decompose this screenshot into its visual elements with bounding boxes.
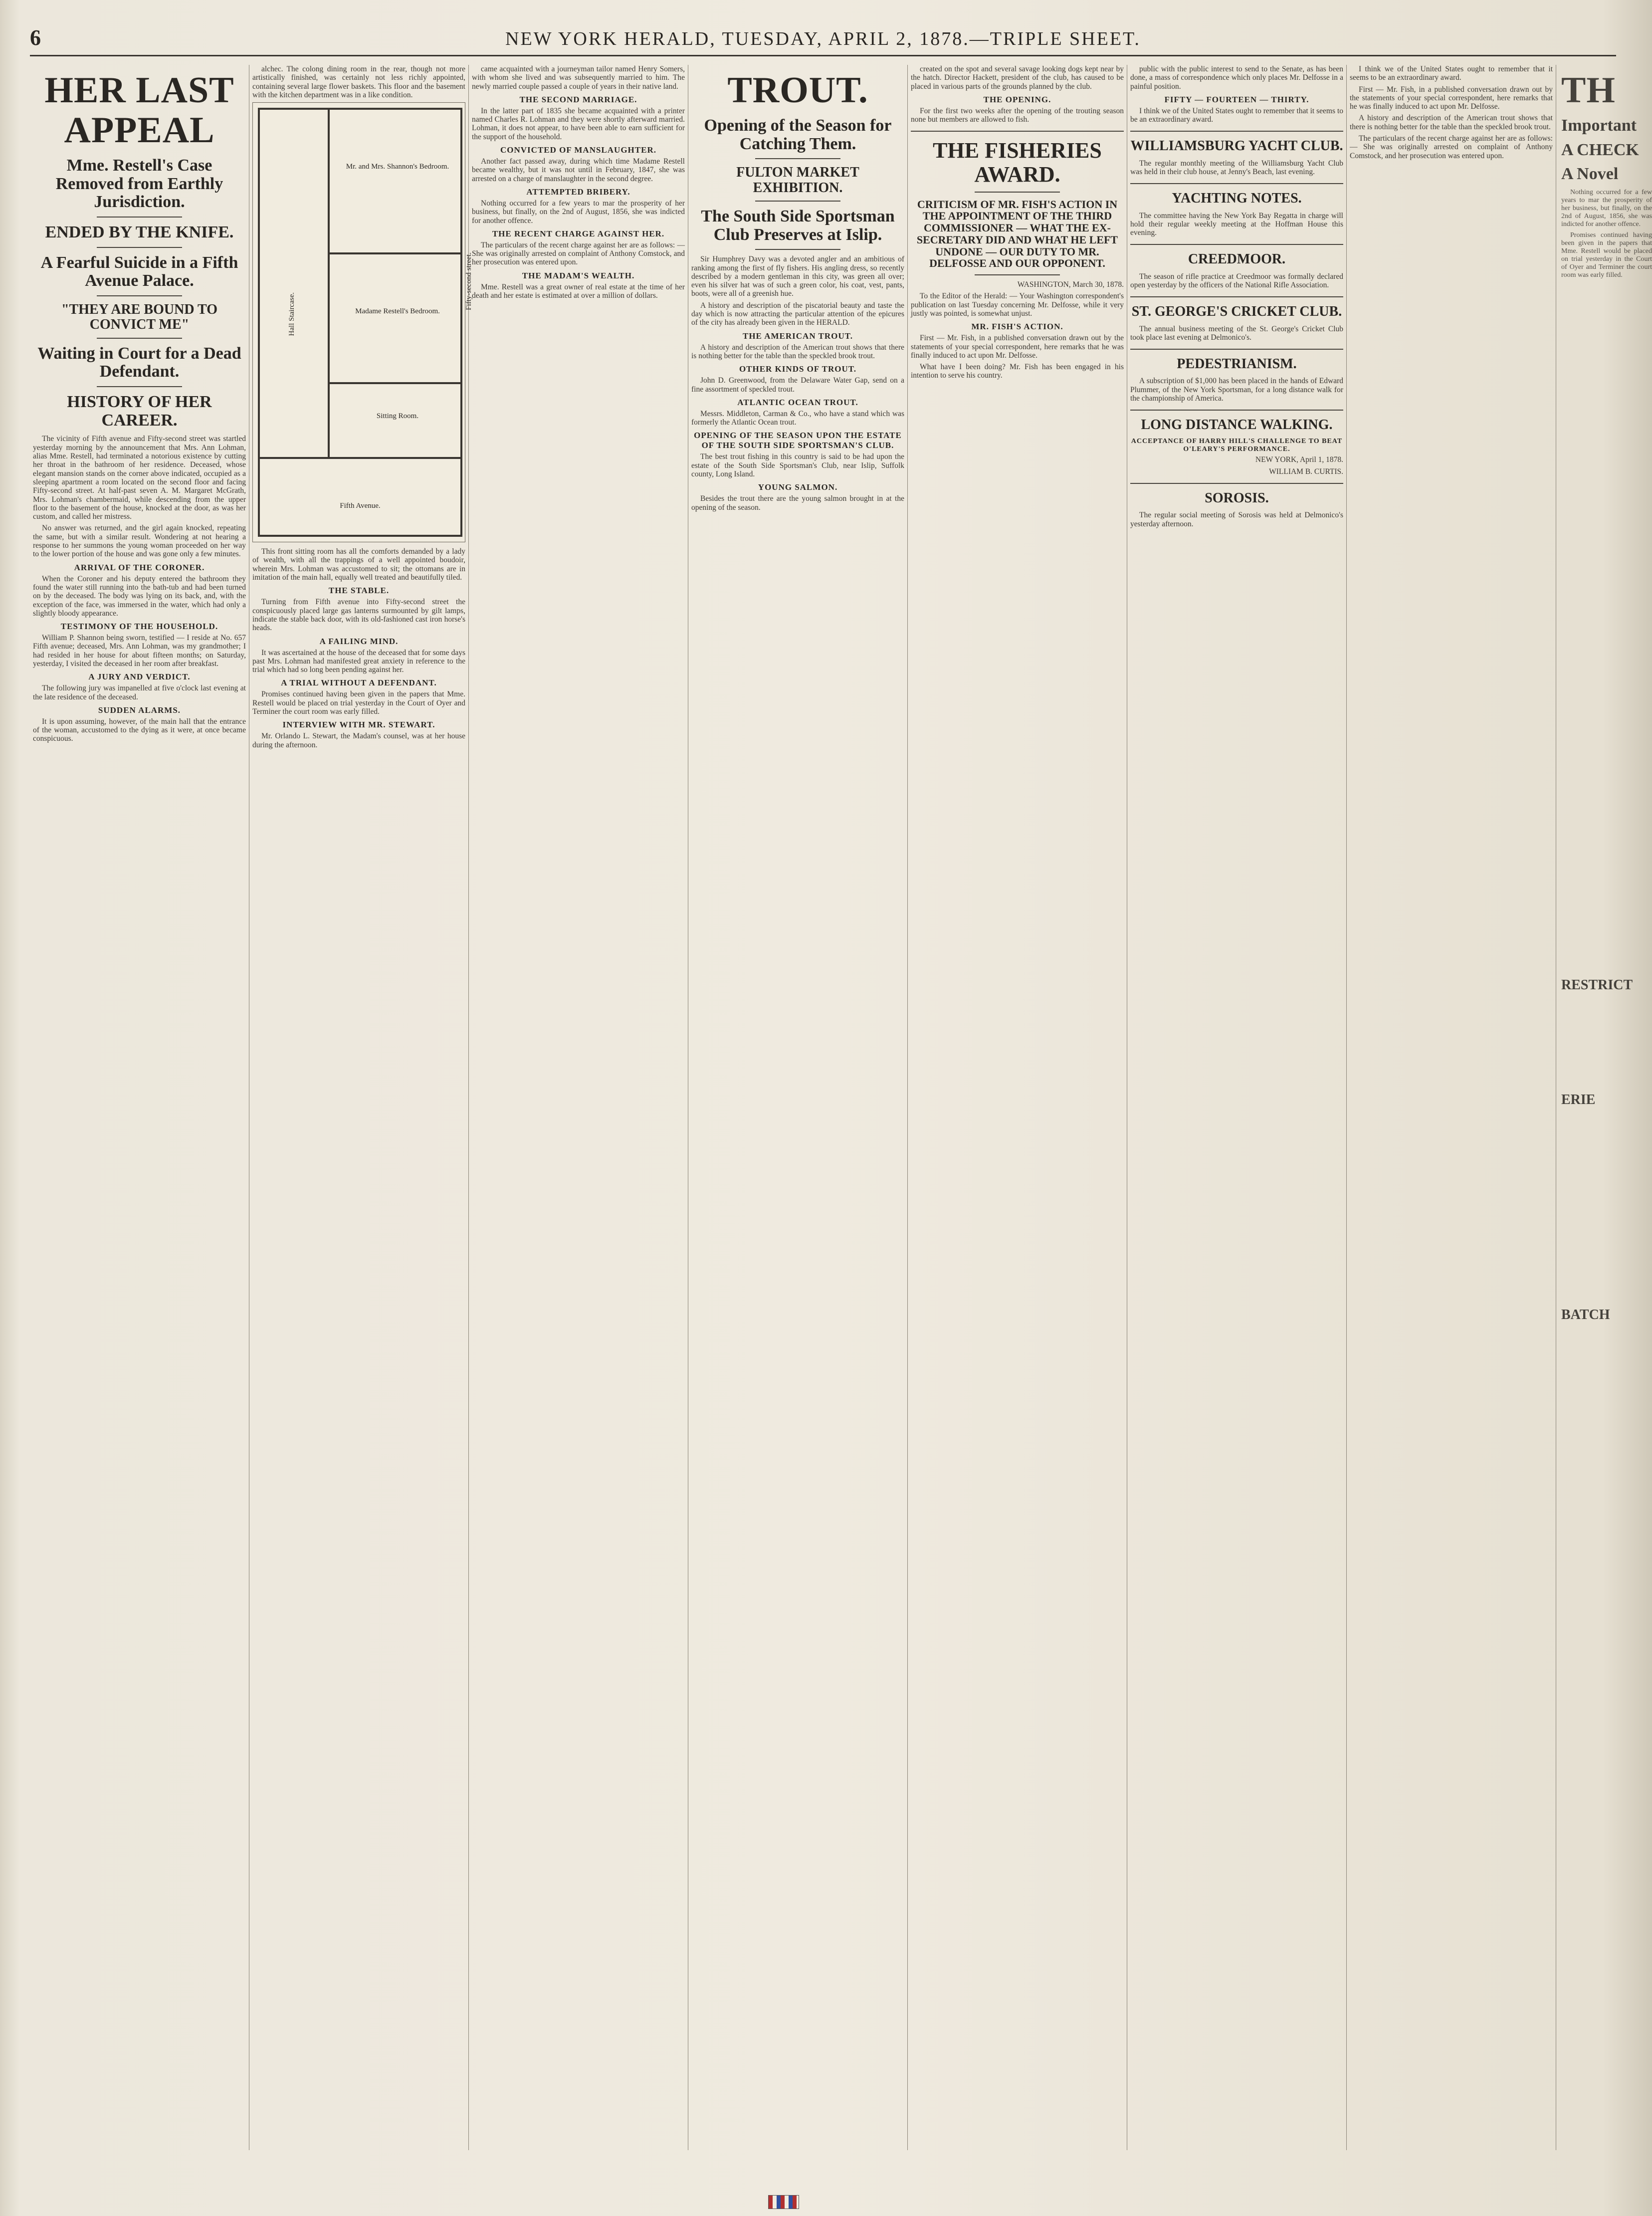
article-paragraph: It is upon assuming, however, of the main hall that the entrance of the woman, accustomed to the dying as it were, at once became conspicuous. bbox=[33, 717, 246, 743]
headline-long-distance-walking: LONG DISTANCE WALKING. bbox=[1141, 417, 1333, 433]
subhead: A FAILING MIND. bbox=[319, 636, 399, 646]
headline-pedestrianism: PEDESTRIANISM. bbox=[1177, 356, 1297, 372]
article-paragraph: John D. Greenwood, from the Delaware Water Gap, send on a fine assortment of speckled trout. bbox=[691, 376, 904, 394]
plan-label-52nd-street: Fifty-second street. bbox=[465, 252, 473, 310]
article-paragraph: The regular monthly meeting of the Williamsburg Yacht Club was held in their club house, at Jenny's Beach, last evening. bbox=[1130, 159, 1343, 177]
article-paragraph: To the Editor of the Herald: — Your Washington correspondent's publication on last Tuesday concerning Mr. Delfosse, while it very justly was pointed, is somewhat unjust. bbox=[911, 292, 1124, 318]
subhead: THE RECENT CHARGE AGAINST HER. bbox=[492, 228, 665, 238]
article-paragraph: came acquainted with a journeyman tailor named Henry Somers, with whom she lived and was subsequently married to him. The newly married couple passed a couple of years in their native land. bbox=[472, 65, 685, 91]
dateline: NEW YORK, April 1, 1878. bbox=[1255, 455, 1343, 464]
subhead: MR. FISH'S ACTION. bbox=[971, 322, 1063, 332]
subhead: SUDDEN ALARMS. bbox=[98, 705, 181, 715]
article-paragraph: A history and description of the piscatorial beauty and taste the day which is now attracting the particular attention of the epicures of the city has already been given in the HERALD. bbox=[691, 301, 904, 327]
article-paragraph: Promises continued having been given in the papers that Mme. Restell would be placed on trial yesterday in the Court of Oyer and Terminer the court room was early filled. bbox=[1561, 231, 1652, 279]
plan-label-shannon-bedroom: Mr. and Mrs. Shannon's Bedroom. bbox=[346, 163, 449, 171]
plan-label-fifth-avenue: Fifth Avenue. bbox=[340, 502, 381, 510]
article-paragraph: Besides the trout there are the young salmon brought in at the opening of the season. bbox=[691, 494, 904, 512]
subhead: A JURY AND VERDICT. bbox=[88, 672, 191, 682]
column-6 bbox=[1127, 65, 1347, 2150]
article-paragraph: The season of rifle practice at Creedmoor was formally declared open yesterday by the officers of the National Rifle Association. bbox=[1130, 272, 1343, 289]
article-paragraph: Messrs. Middleton, Carman & Co., who have a stand which was formerly the Atlantic Ocean trout. bbox=[691, 409, 904, 427]
cutoff-headline-batch: BATCH bbox=[1561, 1307, 1610, 1323]
subhead: THE SECOND MARRIAGE. bbox=[519, 94, 637, 104]
article-paragraph: alchec. The colong dining room in the rear, though not more artistically finished, was certainly not less richly appointed, containing several large flower baskets. This floor and the basement with the kitchen department was in a like condition. bbox=[252, 65, 465, 99]
article-paragraph: When the Coroner and his deputy entered the bathroom they found the water still running into the bath-tub and had been turned on by the deceased. The body was lying on its back, and, with the exception of the face, was immersed in the water, which had only a slightly bloody appearance. bbox=[33, 574, 246, 618]
subhead: INTERVIEW WITH MR. STEWART. bbox=[282, 720, 435, 730]
deck-criticism-mr-fish: CRITICISM OF MR. FISH'S ACTION IN THE APPOINTMENT OF THE THIRD COMMISSIONER — WHAT THE EX-SECRETARY DID AND WHAT HE LEFT UNDONE — OUR DUTY TO MR. DELFOSSE AND OUR OPPONENT. bbox=[916, 198, 1118, 270]
masthead bbox=[30, 25, 1616, 56]
deck-waiting-in-court: Waiting in Court for a Dead Defendant. bbox=[37, 344, 241, 381]
column-7 bbox=[1347, 65, 1556, 2150]
page-number: 6 bbox=[30, 25, 41, 50]
column-1 bbox=[30, 65, 249, 2150]
column-4 bbox=[688, 65, 908, 2150]
article-paragraph: The committee having the New York Bay Regatta in charge will hold their regular weekly meeting at the Hoffman House this evening. bbox=[1130, 211, 1343, 237]
article-paragraph: The particulars of the recent charge against her are as follows: — She was originally arrested on complaint of Anthony Comstock, and her prosecution was entered upon. bbox=[472, 240, 685, 267]
subhead: THE AMERICAN TROUT. bbox=[743, 331, 853, 341]
article-paragraph: No answer was returned, and the girl again knocked, repeating the same, but with a similar result. Wondering at not hearing a response to her summons the young woman proceeded on her way to the lower portion of the house and was gone only a few minutes. bbox=[33, 524, 246, 559]
newspaper-title-line: NEW YORK HERALD, TUESDAY, APRIL 2, 1878.—TRIPLE SHEET. bbox=[505, 28, 1141, 49]
article-paragraph: For the first two weeks after the opening of the trouting season none but members are allowed to fish. bbox=[911, 106, 1124, 124]
deck-south-side-club: The South Side Sportsman Club Preserves at Islip. bbox=[701, 207, 895, 244]
cutoff-deck-novel: A Novel bbox=[1561, 165, 1619, 184]
subhead: ATLANTIC OCEAN TROUT. bbox=[737, 397, 858, 407]
headline-sorosis: SOROSIS. bbox=[1205, 490, 1269, 506]
article-paragraph: A history and description of the American trout shows that there is nothing better for the table than the speckled brook trout. bbox=[691, 343, 904, 360]
article-paragraph: What have I been doing? Mr. Fish has been engaged in his intention to serve his country. bbox=[911, 363, 1124, 380]
article-paragraph: Promises continued having been given in the papers that Mme. Restell would be placed on trial yesterday in the Court of Oyer and Terminer the court room was early filled. bbox=[252, 690, 465, 716]
headline-creedmoor: CREEDMOOR. bbox=[1188, 251, 1286, 267]
column-5 bbox=[908, 65, 1127, 2150]
dateline: WASHINGTON, March 30, 1878. bbox=[1017, 280, 1124, 289]
subhead: THE STABLE. bbox=[328, 586, 390, 596]
headline-yachting-notes: YACHTING NOTES. bbox=[1172, 191, 1302, 207]
cutoff-deck-check: A CHECK bbox=[1561, 140, 1639, 159]
column-2 bbox=[249, 65, 473, 2150]
subhead: ATTEMPTED BRIBERY. bbox=[526, 187, 630, 197]
article-paragraph: Mme. Restell was a great owner of real estate at the time of her death and her estate is estimated at over a million of dollars. bbox=[472, 282, 685, 300]
article-paragraph: In the latter part of 1835 she became acquainted with a printer named Charles R. Lohman and they were shortly afterward married. Lohman, it does not appear, to have been able to earn sufficient for the support of the household. bbox=[472, 106, 685, 141]
subhead: FIFTY — FOURTEEN — THIRTY. bbox=[1164, 94, 1309, 104]
subhead: CONVICTED OF MANSLAUGHTER. bbox=[500, 145, 656, 155]
article-paragraph: William P. Shannon being sworn, testified — I reside at No. 657 Fifth avenue; deceased, Mrs. Ann Lohman, was my grandmother; I had resided in her house for about fifteen months; on Saturday, yesterday, I visited the deceased in her room after breakfast. bbox=[33, 634, 246, 668]
article-paragraph: It was ascertained at the house of the deceased that for some days past Mrs. Lohman had manifested great anxiety in reference to the trial which had so long been pending against her. bbox=[252, 648, 465, 674]
subhead: THE OPENING. bbox=[983, 94, 1051, 104]
cutoff-headline-erie: ERIE bbox=[1561, 1092, 1596, 1108]
deck-bound-to-convict: "THEY ARE BOUND TO CONVICT ME" bbox=[61, 302, 217, 333]
article-paragraph: The annual business meeting of the St. George's Cricket Club took place last evening at Delmonico's. bbox=[1130, 324, 1343, 342]
subhead: ARRIVAL OF THE CORONER. bbox=[74, 562, 205, 572]
article-paragraph: Nothing occurred for a few years to mar the prosperity of her business, but finally, on the 2nd of August, 1856, she was indicted for another offence. bbox=[1561, 189, 1652, 228]
deck-history-career: HISTORY OF HER CAREER. bbox=[67, 393, 212, 430]
headline-her-last-appeal: HER LAST APPEAL bbox=[44, 70, 234, 151]
headline-trout: TROUT. bbox=[727, 70, 868, 111]
article-paragraph: created on the spot and several savage looking dogs kept near by the hatch. Director Hackett, president of the club, has caused to be placed in various parts of the grounds planned by the club. bbox=[911, 65, 1124, 91]
adjacent-page-edge bbox=[1561, 65, 1652, 2150]
deck-fearful-suicide: A Fearful Suicide in a Fifth Avenue Palace. bbox=[40, 253, 238, 290]
article-paragraph: The particulars of the recent charge against her are as follows: — She was originally arrested on complaint of Anthony Comstock, and her prosecution was entered upon. bbox=[1350, 134, 1553, 160]
article-paragraph: Another fact passed away, during which time Madame Restell became wealthy, but it was not until in February, 1847, she was arrested on a charge of manslaughter in the second degree. bbox=[472, 157, 685, 183]
headline-williamsburg-yacht: WILLIAMSBURG YACHT CLUB. bbox=[1130, 138, 1343, 154]
article-paragraph: The best trout fishing in this country is said to be had upon the estate of the South Side Sportsman's Club, near Islip, Suffolk county, Long Island. bbox=[691, 452, 904, 478]
subhead: THE MADAM'S WEALTH. bbox=[522, 270, 635, 280]
column-3 bbox=[469, 65, 688, 2150]
subhead: TESTIMONY OF THE HOUSEHOLD. bbox=[60, 622, 218, 632]
deck-fulton-market: FULTON MARKET EXHIBITION. bbox=[736, 165, 859, 196]
article-paragraph: The regular social meeting of Sorosis was held at Delmonico's yesterday afternoon. bbox=[1130, 511, 1343, 528]
article-paragraph: First — Mr. Fish, in a published conversation drawn out by the statements of your special correspondent, here remarks that he was finally induced to act upon Mr. Delfosse. bbox=[911, 334, 1124, 360]
subhead: OPENING OF THE SEASON UPON THE ESTATE OF THE SOUTH SIDE SPORTSMAN'S CLUB. bbox=[694, 431, 902, 450]
deck-harry-hill-challenge: ACCEPTANCE OF HARRY HILL'S CHALLENGE TO BEAT O'LEARY'S PERFORMANCE. bbox=[1131, 438, 1343, 453]
deck-opening-season: Opening of the Season for Catching Them. bbox=[704, 116, 892, 153]
signature: WILLIAM B. CURTIS. bbox=[1269, 467, 1343, 476]
color-calibration-strip bbox=[768, 2195, 799, 2209]
article-paragraph: A subscription of $1,000 has been placed in the hands of Edward Plummer, of the New York Sportsman, for a long distance walk for the championship of America. bbox=[1130, 377, 1343, 403]
deck-ended-by-knife: ENDED BY THE KNIFE. bbox=[45, 222, 234, 241]
deck-case-removed: Mme. Restell's Case Removed from Earthly Jurisdiction. bbox=[55, 156, 223, 212]
plan-label-sitting-room: Sitting Room. bbox=[376, 412, 419, 421]
subhead: A TRIAL WITHOUT A DEFENDANT. bbox=[281, 678, 437, 688]
article-paragraph: Mr. Orlando L. Stewart, the Madam's counsel, was at her house during the afternoon. bbox=[252, 732, 465, 749]
article-paragraph: A history and description of the American trout shows that there is nothing better for the table than the speckled brook trout. bbox=[1350, 114, 1553, 131]
cutoff-deck-important: Important bbox=[1561, 116, 1637, 135]
headline-st-georges-cricket: ST. GEORGE'S CRICKET CLUB. bbox=[1131, 304, 1342, 320]
cutoff-headline-th: TH bbox=[1561, 70, 1616, 111]
article-paragraph: public with the public interest to send to the Senate, as has been done, a mass of correspondence which only places Mr. Delfosse in a painful position. bbox=[1130, 65, 1343, 91]
article-paragraph: Sir Humphrey Davy was a devoted angler and an ambitious of ranking among the first of fly fishers. His angling dress, so recently described by a modern gentleman in this city, was green all over; even his silver hat was of such a green color, his coat, vest, pants, boots, were all of a greenish hue. bbox=[691, 255, 904, 298]
subhead: OTHER KINDS OF TROUT. bbox=[739, 364, 857, 374]
cutoff-headline-restrict: RESTRICT bbox=[1561, 977, 1633, 993]
plan-label-hall-staircase: Hall Staircase. bbox=[288, 292, 296, 336]
floor-plan-diagram bbox=[252, 102, 473, 542]
article-paragraph: The following jury was impanelled at five o'clock last evening at the late residence of the deceased. bbox=[33, 684, 246, 701]
headline-fisheries-award: THE FISHERIES AWARD. bbox=[933, 138, 1102, 187]
plan-label-restell-bedroom: Madame Restell's Bedroom. bbox=[355, 307, 440, 316]
article-paragraph: This front sitting room has all the comforts demanded by a lady of wealth, with all the trappings of a well appointed boudoir, wherein Mrs. Lohman was accustomed to sit; the ottomans are in imitation of the main hall, equally well treated and beautifully tiled. bbox=[252, 547, 465, 582]
article-paragraph: Nothing occurred for a few years to mar the prosperity of her business, but finally, on the 2nd of August, 1856, she was indicted for another offence. bbox=[472, 199, 685, 225]
subhead: YOUNG SALMON. bbox=[758, 482, 838, 492]
article-paragraph: Turning from Fifth avenue into Fifty-second street the conspicuously placed large gas lanterns surmounted by gilt lamps, indicate the stable back door, with its old-fashioned cast iron horse's heads. bbox=[252, 598, 465, 633]
article-paragraph: The vicinity of Fifth avenue and Fifty-second street was startled yesterday morning by the announcement that Mrs. Ann Lohman, alias Mme. Restell, had terminated a notorious existence by cutting her throat in the bathroom of her residence. Deceased, whose elegant mansion stands on the corner above indicated, occupied as a sleeping apartment a room located on the second floor and facing Fifty-second street. At half-past seven A. M. Margaret McGrath, Mrs. Lohman's chambermaid, while descending from the upper floor to the basement of the house, knocked at the door, as was her custom, and called her mistress. bbox=[33, 435, 246, 521]
article-paragraph: I think we of the United States ought to remember that it seems to be an extraordinary award. bbox=[1130, 106, 1343, 124]
article-paragraph: I think we of the United States ought to remember that it seems to be an extraordinary award. bbox=[1350, 65, 1553, 82]
article-paragraph: First — Mr. Fish, in a published conversation drawn out by the statements of your special correspondent, here remarks that he was finally induced to act upon Mr. Delfosse. bbox=[1350, 85, 1553, 111]
